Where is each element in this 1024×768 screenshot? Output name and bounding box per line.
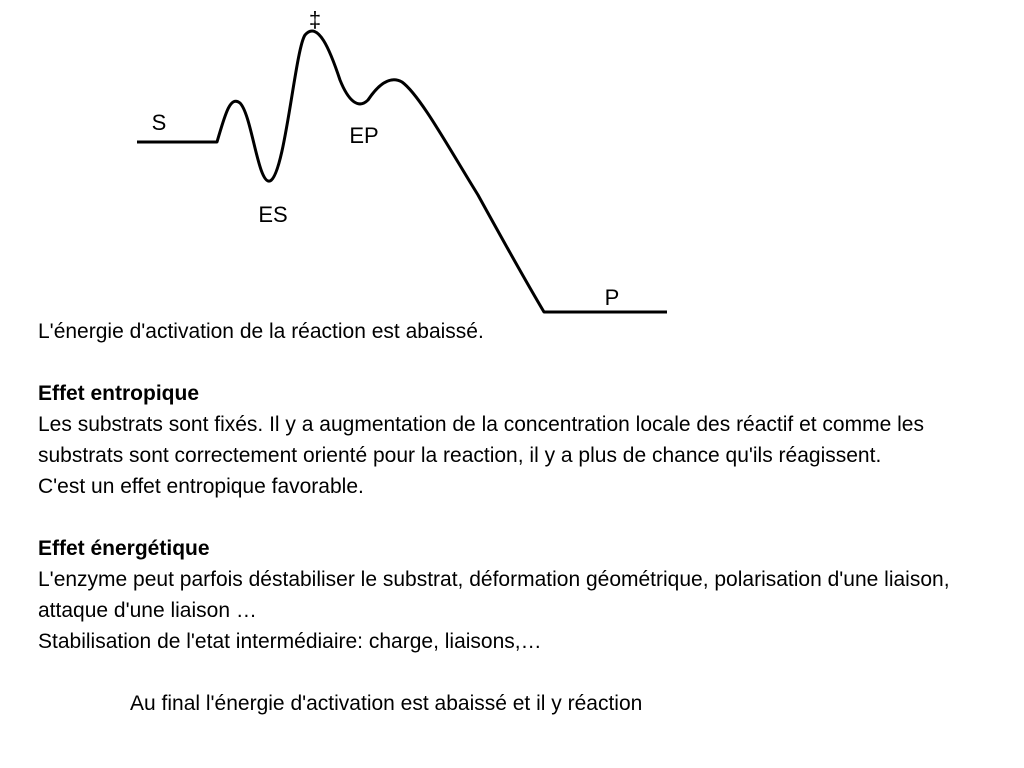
- enzyme-substrate-label: ES: [258, 202, 288, 227]
- transition-state-label: ‡: [308, 7, 322, 32]
- substrate-label: S: [151, 110, 167, 135]
- entropic-effect-conclusion: C'est un effet entropique favorable.: [38, 475, 364, 498]
- entropic-effect-body: Les substrats sont fixés. Il y a augmentation de la concentration locale des réactif et comme les substrats sont correctement orienté pour la reaction, il y a plus de chance qu'ils réagissent.: [38, 413, 924, 467]
- product-label: P: [604, 285, 620, 310]
- energy-profile-diagram: [0, 0, 1024, 330]
- spacer: [38, 347, 1013, 378]
- energy-profile-curve: [137, 31, 667, 312]
- enzyme-product-label: EP: [349, 123, 379, 148]
- energetic-effect-body: L'enzyme peut parfois déstabiliser le substrat, déformation géométrique, polarisation d'une liaison, attaque d'une liaison …: [38, 568, 950, 622]
- spacer: [38, 657, 1013, 688]
- energetic-effect-stabilisation: Stabilisation de l'etat intermédiaire: charge, liaisons,…: [38, 630, 542, 653]
- final-conclusion: Au final l'énergie d'activation est abaissé et il y réaction: [130, 692, 643, 715]
- explanation-text: [38, 316, 1013, 719]
- entropic-effect-heading: Effet entropique: [38, 382, 199, 405]
- intro-text: L'énergie d'activation de la réaction est abaissé.: [38, 320, 484, 343]
- energetic-effect-heading: Effet énergétique: [38, 537, 210, 560]
- spacer: [38, 502, 1013, 533]
